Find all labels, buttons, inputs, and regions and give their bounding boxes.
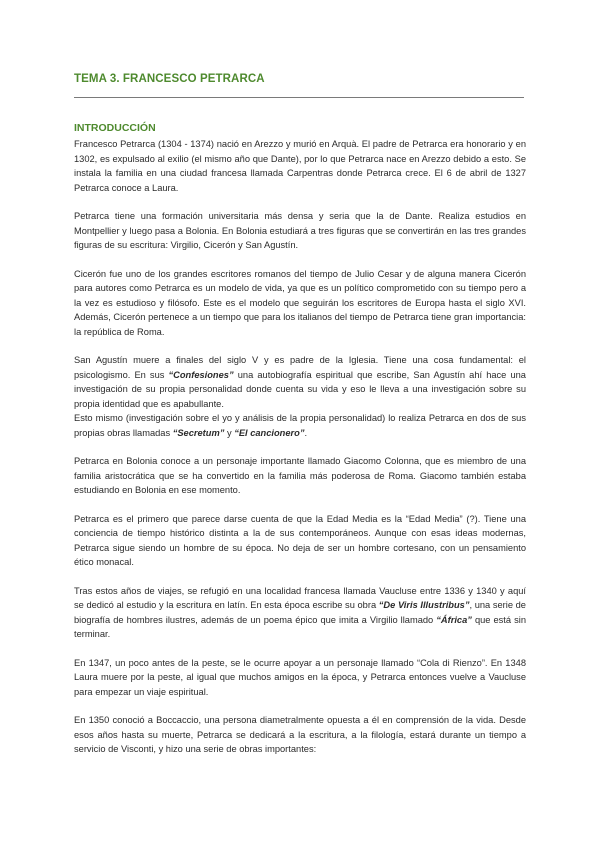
paragraph-vaucluse — [74, 584, 526, 642]
work-title-confesiones: “Confesiones” — [168, 369, 234, 380]
paragraph-san-agustin — [74, 353, 526, 411]
work-title-de-viris: “De Viris Illustribus” — [378, 600, 470, 610]
work-title-secretum: “Secretum” — [172, 427, 225, 438]
paragraph-boccaccio: En 1350 conoció a Boccaccio, una persona diametralmente opuesta a él en comprensión de la vida. Desde esos años hasta su muerte, Petrarca se dedicará a la escritura, a la filología, estará durante un tiempo a servicio de Visconti, y hizo una serie de obras importantes: — [74, 715, 526, 754]
text-run: San Agustín muere a finales del siglo V y es padre de la Iglesia. Tiene una cosa fundamental: el psicologismo. En sus — [74, 355, 526, 380]
text-run: Esto mismo (investigación sobre el yo y análisis de la propia personalidad) lo realiza Petrarca en dos de sus propias obras llamadas — [74, 413, 526, 438]
paragraph-education: Petrarca tiene una formación universitaria más densa y seria que la de Dante. Realiza estudios en Montpellier y luego pasa a Bolonia. En Bolonia estudiará a tres figuras que se convertirán en las tres grandes figuras de su escritura: Virgilio, Cicerón y San Agustín. — [74, 211, 526, 250]
work-title-africa: “África” — [436, 614, 472, 625]
document-body — [74, 137, 526, 771]
text-run: que está sin terminar. — [74, 614, 526, 639]
title-divider — [74, 97, 524, 98]
paragraph-ciceron: Cicerón fue uno de los grandes escritores romanos del tiempo de Julio Cesar y de alguna manera Cicerón para autores como Petrarca es un modelo de vida, ya que es un político comprometido con su tiempo pero a la vez es estudioso y filósofo. Este es el modelo que seguirán los escritores de Europa hasta el siglo XVI. Además, Cicerón pertenece a un tiempo que para los italianos del tiempo de Petrarca tiene gran importancia: la república de Roma. — [74, 268, 526, 337]
work-title-cancionero: “El cancionero” — [234, 427, 305, 438]
paragraph-colonna: Petrarca en Bolonia conoce a un personaje importante llamado Giacomo Colonna, que es miembro de una familia aristocrática que se ha convertido en la familia más poderosa de Roma. Giacomo también estaba estudiando en Bolonia en ese momento. — [74, 456, 526, 495]
section-heading: INTRODUCCIÓN — [74, 122, 156, 134]
paragraph-birth: Francesco Petrarca (1304 - 1374) nació en Arezzo y murió en Arquà. El padre de Petrarca era honorario y en 1302, es expulsado al exilio (el mismo año que Dante), por lo que Petrarca nace en Arezzo debido a esto. Se instala la familia en una ciudad francesa llamada Carpentras donde Petrarca crece. El 6 de abril de 1327 Petrarca conoce a Laura. — [74, 139, 526, 193]
paragraph-peste: En 1347, un poco antes de la peste, se le ocurre apoyar a un personaje llamado “Cola di Rienzo”. En 1348 Laura muere por la peste, al igual que muchos amigos en la época, y Petrarca entonces vuelve a Vaucluse para empezar un viaje espiritual. — [74, 657, 526, 697]
text-run: y — [224, 427, 235, 438]
text-run: Tras estos años de viajes, se refugió en una localidad francesa llamada Vaucluse entre 1336 y 1340 y aquí se dedicó al estudio y la escritura en latín. En esta época escribe su obra — [74, 585, 526, 610]
paragraph-self-analysis — [74, 411, 526, 440]
text-run: , una serie de biografía de hombres ilustres, además de un poema épico que imita a Virgilio llamado — [74, 600, 526, 625]
text-run: . — [304, 427, 308, 438]
text-run: una autobiografía espiritual que escribe, San Agustín ahí hace una investigación de su propia personalidad donde cuenta su vida y eso le lleva a una investigación sobre su propia identidad que es apabullante. — [74, 369, 526, 409]
page-title: TEMA 3. FRANCESCO PETRARCA — [74, 73, 265, 85]
paragraph-edad-media: Petrarca es el primero que parece darse cuenta de que la Edad Media es la “Edad Media” (?). Tiene una conciencia de tiempo histórico distinta a la de sus contemporáneos. Aunque con esas ideas modernas, Petrarca sigue siendo un hombre de su época. No deja de ser un hombre cortesano, con un pensamiento ético monacal. — [74, 513, 526, 567]
